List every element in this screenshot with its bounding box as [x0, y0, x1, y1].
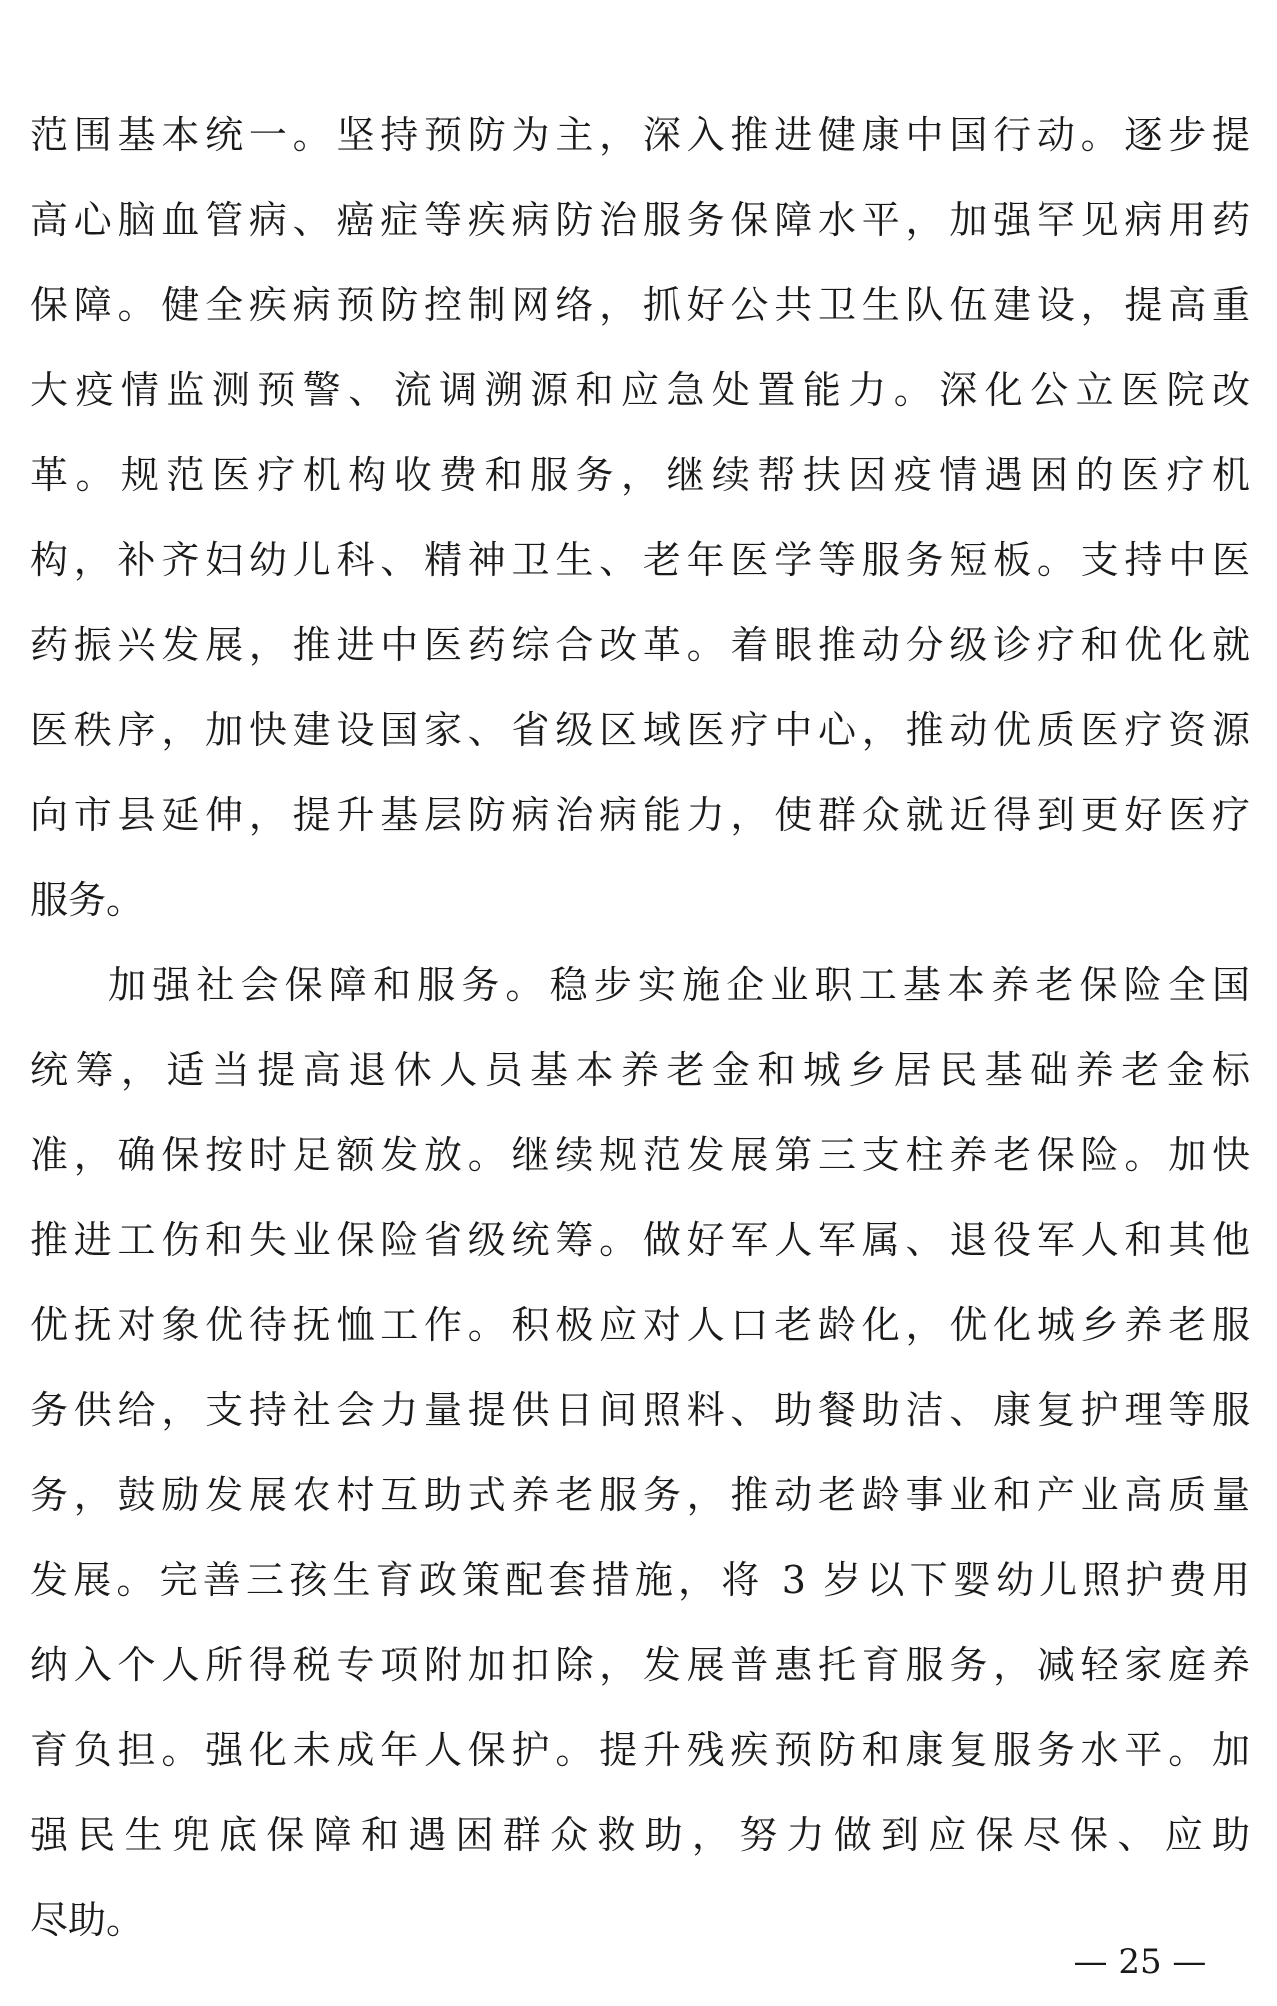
text-line: 推进工伤和失业保险省级统筹。做好军人军属、退役军人和其他: [30, 1218, 1250, 1262]
text-line: 育负担。强化未成年人保护。提升残疾预防和康复服务水平。加: [30, 1728, 1250, 1772]
page-number: — 25 —: [1073, 1942, 1207, 1982]
text-line: 保障。健全疾病预防控制网络，抓好公共卫生队伍建设，提高重: [30, 283, 1250, 327]
text-line: 统筹，适当提高退休人员基本养老金和城乡居民基础养老金标: [30, 1048, 1250, 1092]
text-line: 高心脑血管病、癌症等疾病防治服务保障水平，加强罕见病用药: [30, 198, 1250, 242]
text-line: 纳入个人所得税专项附加扣除，发展普惠托育服务，减轻家庭养: [30, 1643, 1250, 1687]
text-line: 向市县延伸，提升基层防病治病能力，使群众就近得到更好医疗: [30, 793, 1250, 837]
text-line: 医秩序，加快建设国家、省级区域医疗中心，推动优质医疗资源: [30, 708, 1250, 752]
text-line: 大疫情监测预警、流调溯源和应急处置能力。深化公立医院改: [30, 368, 1250, 412]
text-line: 加强社会保障和服务。稳步实施企业职工基本养老保险全国: [108, 963, 1250, 1007]
text-line: 构，补齐妇幼儿科、精神卫生、老年医学等服务短板。支持中医: [30, 538, 1250, 582]
text-line: 优抚对象优待抚恤工作。积极应对人口老龄化，优化城乡养老服: [30, 1303, 1250, 1347]
paragraph-healthcare: [30, 93, 1250, 943]
text-line: 范围基本统一。坚持预防为主，深入推进健康中国行动。逐步提: [30, 113, 1250, 157]
text-line: 务供给，支持社会力量提供日间照料、助餐助洁、康复护理等服: [30, 1388, 1250, 1432]
text-line: 发展。完善三孩生育政策配套措施，将 3 岁以下婴幼儿照护费用: [30, 1558, 1250, 1602]
text-line: 服务。: [30, 878, 145, 922]
text-line: 革。规范医疗机构收费和服务，继续帮扶因疫情遇困的医疗机: [30, 453, 1250, 497]
text-line: 准，确保按时足额发放。继续规范发展第三支柱养老保险。加快: [30, 1133, 1250, 1177]
paragraph-social-security: [30, 943, 1250, 1963]
text-line: 药振兴发展，推进中医药综合改革。着眼推动分级诊疗和优化就: [30, 623, 1250, 667]
text-line: 强民生兜底保障和遇困群众救助，努力做到应保尽保、应助: [30, 1813, 1250, 1857]
text-line: 尽助。: [30, 1898, 145, 1942]
text-line: 务，鼓励发展农村互助式养老服务，推动老龄事业和产业高质量: [30, 1473, 1250, 1517]
